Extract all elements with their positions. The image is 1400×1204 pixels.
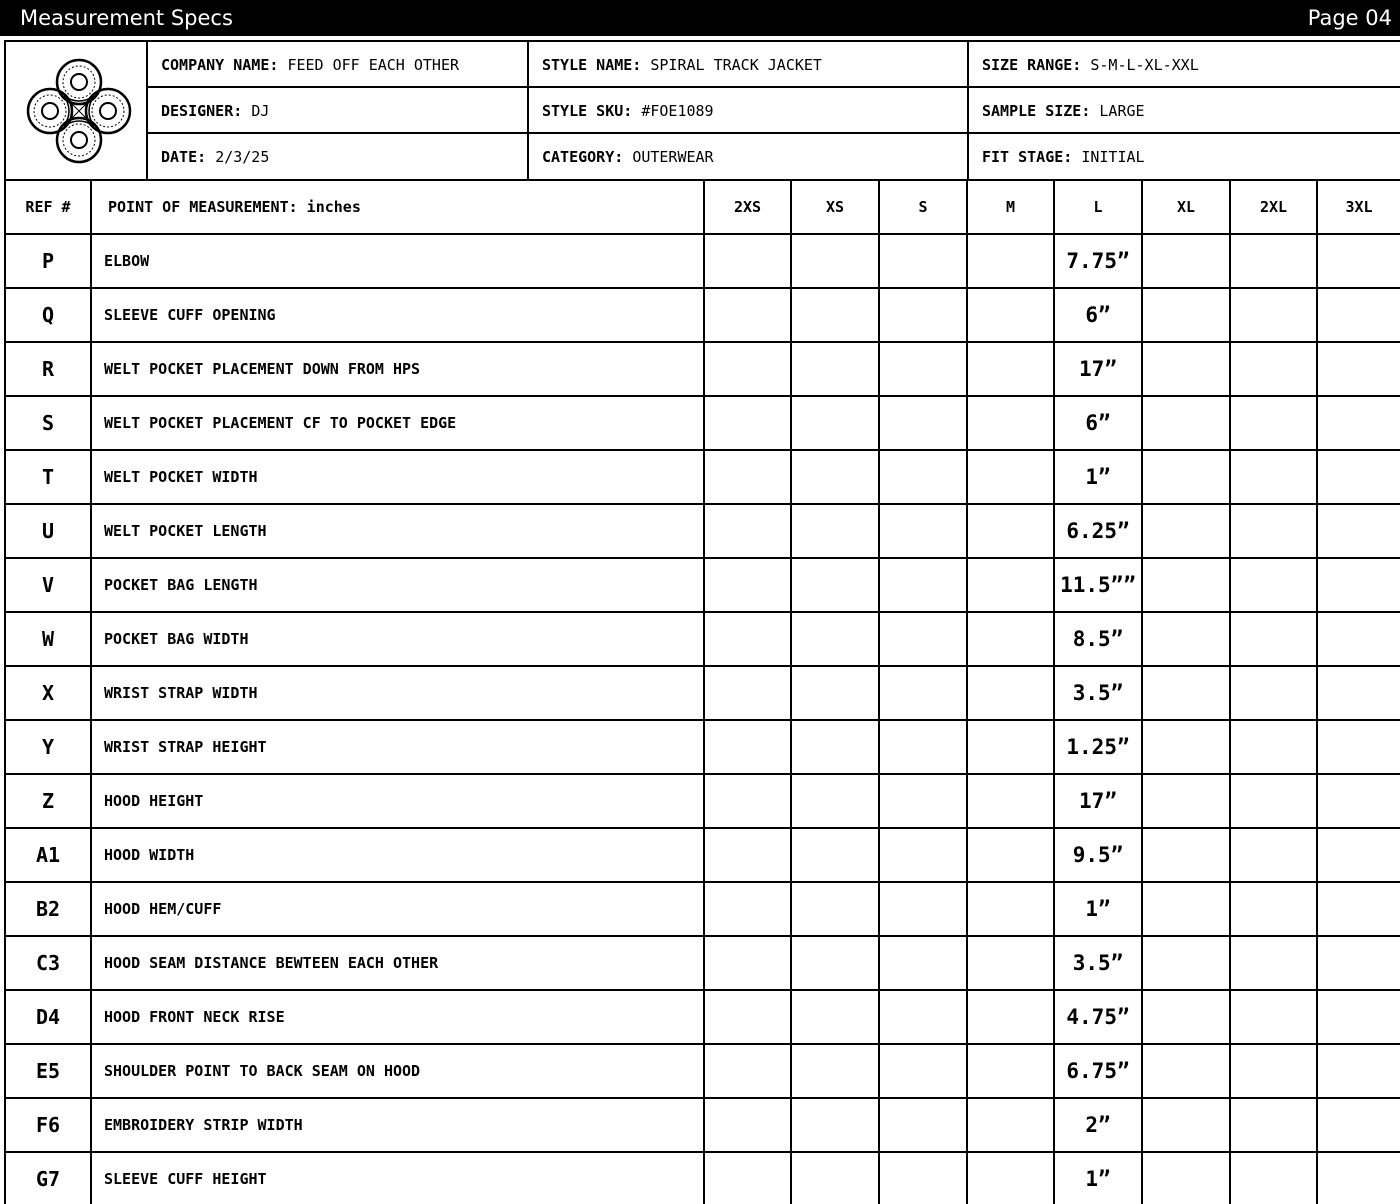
size-cell-2xl [1231, 235, 1318, 287]
ref-cell: A1 [6, 829, 92, 881]
size-cell-l: 9.5” [1055, 829, 1143, 881]
size-cell-xl [1143, 1045, 1231, 1097]
table-row [6, 613, 1400, 667]
size-cell-l: 17” [1055, 775, 1143, 827]
ref-cell: R [6, 343, 92, 395]
size-cell-s [880, 235, 968, 287]
ref-cell: V [6, 559, 92, 611]
ref-cell: U [6, 505, 92, 557]
size-cell-2xl [1231, 829, 1318, 881]
size-cell-l: 1” [1055, 883, 1143, 935]
brand-logo-cell [6, 42, 148, 179]
size-cell-3xl [1318, 397, 1400, 449]
size-cell-2xl [1231, 721, 1318, 773]
size-range-field: SIZE RANGE: S-M-L-XL-XXL [969, 42, 1400, 88]
table-row [6, 937, 1400, 991]
size-cell-l: 6.25” [1055, 505, 1143, 557]
size-cell-m [968, 721, 1055, 773]
size-cell-2xl [1231, 883, 1318, 935]
size-cell-xs [792, 451, 880, 503]
size-cell-3xl [1318, 505, 1400, 557]
size-cell-s [880, 343, 968, 395]
size-cell-2xl [1231, 505, 1318, 557]
size-cell-l: 1.25” [1055, 721, 1143, 773]
size-cell-xs [792, 883, 880, 935]
table-row [6, 721, 1400, 775]
size-cell-l: 8.5” [1055, 613, 1143, 665]
pom-cell: WRIST STRAP WIDTH [92, 667, 705, 719]
size-cell-l: 3.5” [1055, 667, 1143, 719]
pom-cell: EMBROIDERY STRIP WIDTH [92, 1099, 705, 1151]
size-cell-m [968, 991, 1055, 1043]
size-cell-2xl [1231, 343, 1318, 395]
size-cell-xl [1143, 883, 1231, 935]
pom-cell: WELT POCKET LENGTH [92, 505, 705, 557]
size-cell-2xs [705, 505, 792, 557]
size-cell-2xs [705, 937, 792, 989]
size-cell-xs [792, 829, 880, 881]
size-cell-l: 7.75” [1055, 235, 1143, 287]
size-cell-2xl [1231, 1045, 1318, 1097]
size-cell-s [880, 1045, 968, 1097]
style-name-field: STYLE NAME: SPIRAL TRACK JACKET [529, 42, 967, 88]
pom-cell: HOOD HEIGHT [92, 775, 705, 827]
ref-cell: G7 [6, 1153, 92, 1204]
pom-cell: WELT POCKET PLACEMENT DOWN FROM HPS [92, 343, 705, 395]
size-cell-2xs [705, 775, 792, 827]
pom-cell: SLEEVE CUFF OPENING [92, 289, 705, 341]
table-row [6, 559, 1400, 613]
size-cell-3xl [1318, 721, 1400, 773]
size-cell-xs [792, 937, 880, 989]
size-cell-xl [1143, 937, 1231, 989]
size-cell-s [880, 829, 968, 881]
column-header-size-2xl: 2XL [1231, 181, 1318, 233]
page-number: Page 04 [1307, 6, 1392, 30]
size-cell-l: 4.75” [1055, 991, 1143, 1043]
size-cell-2xl [1231, 775, 1318, 827]
size-cell-xl [1143, 559, 1231, 611]
size-cell-m [968, 1153, 1055, 1204]
ref-cell: Y [6, 721, 92, 773]
size-cell-2xs [705, 1153, 792, 1204]
size-cell-2xl [1231, 397, 1318, 449]
size-cell-l: 6” [1055, 397, 1143, 449]
header-column-company [148, 42, 529, 179]
size-cell-xs [792, 1153, 880, 1204]
size-cell-2xs [705, 343, 792, 395]
sample-size-field: SAMPLE SIZE: LARGE [969, 88, 1400, 134]
ref-cell: C3 [6, 937, 92, 989]
style-name-value: SPIRAL TRACK JACKET [650, 56, 822, 74]
size-cell-3xl [1318, 613, 1400, 665]
size-cell-xl [1143, 991, 1231, 1043]
size-range-value: S-M-L-XL-XXL [1090, 56, 1199, 74]
size-cell-2xl [1231, 613, 1318, 665]
pom-cell: WRIST STRAP HEIGHT [92, 721, 705, 773]
column-header-size-m: M [968, 181, 1055, 233]
company-name-value: FEED OFF EACH OTHER [287, 56, 460, 74]
size-cell-m [968, 1045, 1055, 1097]
table-row [6, 991, 1400, 1045]
category-field: CATEGORY: OUTERWEAR [542, 148, 714, 166]
size-cell-s [880, 1153, 968, 1204]
size-cell-s [880, 991, 968, 1043]
size-cell-m [968, 397, 1055, 449]
column-header-size-xl: XL [1143, 181, 1231, 233]
ref-cell: F6 [6, 1099, 92, 1151]
size-cell-s [880, 1099, 968, 1151]
size-cell-xs [792, 559, 880, 611]
size-cell-2xs [705, 829, 792, 881]
size-cell-m [968, 1099, 1055, 1151]
table-row [6, 667, 1400, 721]
size-cell-2xs [705, 667, 792, 719]
size-cell-xs [792, 343, 880, 395]
table-header-row [6, 181, 1400, 235]
designer-value: DJ [251, 102, 270, 120]
size-cell-xl [1143, 775, 1231, 827]
pom-cell: ELBOW [92, 235, 705, 287]
size-cell-s [880, 613, 968, 665]
size-cell-3xl [1318, 289, 1400, 341]
size-cell-xs [792, 505, 880, 557]
size-cell-2xl [1231, 667, 1318, 719]
size-cell-s [880, 937, 968, 989]
size-cell-m [968, 883, 1055, 935]
style-sku-value: #FOE1089 [641, 102, 714, 120]
size-cell-2xs [705, 451, 792, 503]
size-cell-l: 1” [1055, 451, 1143, 503]
size-cell-l: 1” [1055, 1153, 1143, 1204]
ref-cell: S [6, 397, 92, 449]
column-header-pom: POINT OF MEASUREMENT: inches [92, 181, 705, 233]
table-row [6, 1045, 1400, 1099]
pom-cell: POCKET BAG WIDTH [92, 613, 705, 665]
pom-cell: WELT POCKET WIDTH [92, 451, 705, 503]
brand-logo-icon [24, 56, 134, 166]
size-cell-m [968, 559, 1055, 611]
size-cell-s [880, 775, 968, 827]
size-cell-m [968, 451, 1055, 503]
size-cell-2xs [705, 721, 792, 773]
pom-cell: SLEEVE CUFF HEIGHT [92, 1153, 705, 1204]
size-cell-3xl [1318, 559, 1400, 611]
size-cell-m [968, 829, 1055, 881]
size-cell-2xl [1231, 991, 1318, 1043]
size-cell-xl [1143, 505, 1231, 557]
size-cell-m [968, 667, 1055, 719]
size-cell-s [880, 289, 968, 341]
size-cell-3xl [1318, 1153, 1400, 1204]
size-cell-l: 3.5” [1055, 937, 1143, 989]
ref-cell: Q [6, 289, 92, 341]
size-cell-xs [792, 775, 880, 827]
size-cell-2xs [705, 289, 792, 341]
column-header-size-2xs: 2XS [705, 181, 792, 233]
size-cell-m [968, 505, 1055, 557]
size-cell-m [968, 775, 1055, 827]
size-cell-3xl [1318, 1099, 1400, 1151]
size-cell-3xl [1318, 667, 1400, 719]
date-field: DATE: 2/3/25 [161, 148, 270, 166]
ref-cell: D4 [6, 991, 92, 1043]
pom-cell: HOOD HEM/CUFF [92, 883, 705, 935]
table-row [6, 289, 1400, 343]
size-cell-s [880, 397, 968, 449]
size-cell-xl [1143, 1099, 1231, 1151]
size-cell-3xl [1318, 883, 1400, 935]
date-value: 2/3/25 [215, 148, 270, 166]
size-cell-3xl [1318, 1045, 1400, 1097]
pom-cell: HOOD WIDTH [92, 829, 705, 881]
size-cell-2xs [705, 1099, 792, 1151]
size-cell-xl [1143, 397, 1231, 449]
size-cell-2xs [705, 397, 792, 449]
size-cell-2xs [705, 1045, 792, 1097]
company-name-field: COMPANY NAME: FEED OFF EACH OTHER [148, 42, 527, 88]
size-cell-l: 2” [1055, 1099, 1143, 1151]
size-cell-3xl [1318, 775, 1400, 827]
page-title: Measurement Specs [20, 6, 233, 30]
size-cell-m [968, 289, 1055, 341]
spec-header [6, 42, 1400, 181]
fit-stage-field: FIT STAGE: INITIAL [982, 148, 1145, 166]
table-row [6, 397, 1400, 451]
size-cell-xl [1143, 667, 1231, 719]
size-cell-s [880, 667, 968, 719]
size-cell-2xl [1231, 559, 1318, 611]
pom-cell: HOOD FRONT NECK RISE [92, 991, 705, 1043]
size-cell-xs [792, 667, 880, 719]
size-cell-m [968, 343, 1055, 395]
size-cell-3xl [1318, 451, 1400, 503]
category-value: OUTERWEAR [632, 148, 714, 166]
fit-stage-value: INITIAL [1081, 148, 1145, 166]
size-cell-xl [1143, 289, 1231, 341]
ref-cell: E5 [6, 1045, 92, 1097]
size-cell-xs [792, 1099, 880, 1151]
size-cell-s [880, 559, 968, 611]
column-header-size-s: S [880, 181, 968, 233]
size-cell-xs [792, 613, 880, 665]
size-cell-2xs [705, 883, 792, 935]
size-cell-xs [792, 235, 880, 287]
size-cell-2xl [1231, 1153, 1318, 1204]
column-header-size-3xl: 3XL [1345, 198, 1373, 216]
size-cell-2xl [1231, 937, 1318, 989]
size-cell-3xl [1318, 343, 1400, 395]
ref-cell: Z [6, 775, 92, 827]
size-cell-s [880, 721, 968, 773]
pom-cell: SHOULDER POINT TO BACK SEAM ON HOOD [92, 1045, 705, 1097]
size-cell-3xl [1318, 991, 1400, 1043]
ref-cell: B2 [6, 883, 92, 935]
size-cell-l: 6.75” [1055, 1045, 1143, 1097]
size-cell-l: 6” [1055, 289, 1143, 341]
table-row [6, 343, 1400, 397]
pom-cell: POCKET BAG LENGTH [92, 559, 705, 611]
size-cell-xl [1143, 343, 1231, 395]
size-cell-xs [792, 289, 880, 341]
size-cell-xs [792, 991, 880, 1043]
pom-cell: WELT POCKET PLACEMENT CF TO POCKET EDGE [92, 397, 705, 449]
size-cell-2xs [705, 235, 792, 287]
size-cell-3xl [1318, 829, 1400, 881]
size-cell-xl [1143, 1153, 1231, 1204]
size-cell-xl [1143, 721, 1231, 773]
pom-cell: HOOD SEAM DISTANCE BEWTEEN EACH OTHER [92, 937, 705, 989]
column-header-size-l: L [1055, 181, 1143, 233]
ref-cell: T [6, 451, 92, 503]
header-column-style [529, 42, 969, 179]
size-cell-xl [1143, 613, 1231, 665]
ref-cell: W [6, 613, 92, 665]
table-row [6, 1153, 1400, 1204]
header-column-size [969, 42, 1400, 179]
size-cell-xs [792, 1045, 880, 1097]
size-cell-xs [792, 397, 880, 449]
sample-size-value: LARGE [1099, 102, 1145, 120]
table-row [6, 505, 1400, 559]
size-cell-s [880, 451, 968, 503]
size-cell-3xl [1318, 235, 1400, 287]
style-sku-field: STYLE SKU: #FOE1089 [529, 88, 967, 134]
size-cell-2xl [1231, 1099, 1318, 1151]
table-row [6, 1099, 1400, 1153]
size-cell-m [968, 937, 1055, 989]
ref-cell: P [6, 235, 92, 287]
size-cell-l: 17” [1055, 343, 1143, 395]
size-cell-2xl [1231, 289, 1318, 341]
size-cell-2xl [1231, 451, 1318, 503]
size-cell-3xl [1318, 937, 1400, 989]
ref-cell: X [6, 667, 92, 719]
table-row [6, 235, 1400, 289]
size-cell-xl [1143, 829, 1231, 881]
table-row [6, 883, 1400, 937]
size-cell-s [880, 883, 968, 935]
size-cell-s [880, 505, 968, 557]
size-cell-m [968, 235, 1055, 287]
size-cell-xl [1143, 235, 1231, 287]
size-cell-2xs [705, 991, 792, 1043]
size-cell-xl [1143, 451, 1231, 503]
size-cell-2xs [705, 559, 792, 611]
column-header-ref: REF # [6, 181, 92, 233]
table-row [6, 829, 1400, 883]
title-bar [0, 0, 1400, 36]
size-cell-2xs [705, 613, 792, 665]
designer-field: DESIGNER: DJ [148, 88, 527, 134]
size-cell-l: 11.5”” [1055, 559, 1143, 611]
size-cell-xs [792, 721, 880, 773]
column-header-size-xs: XS [792, 181, 880, 233]
table-row [6, 775, 1400, 829]
size-cell-m [968, 613, 1055, 665]
spec-sheet [4, 40, 1400, 1204]
table-row [6, 451, 1400, 505]
